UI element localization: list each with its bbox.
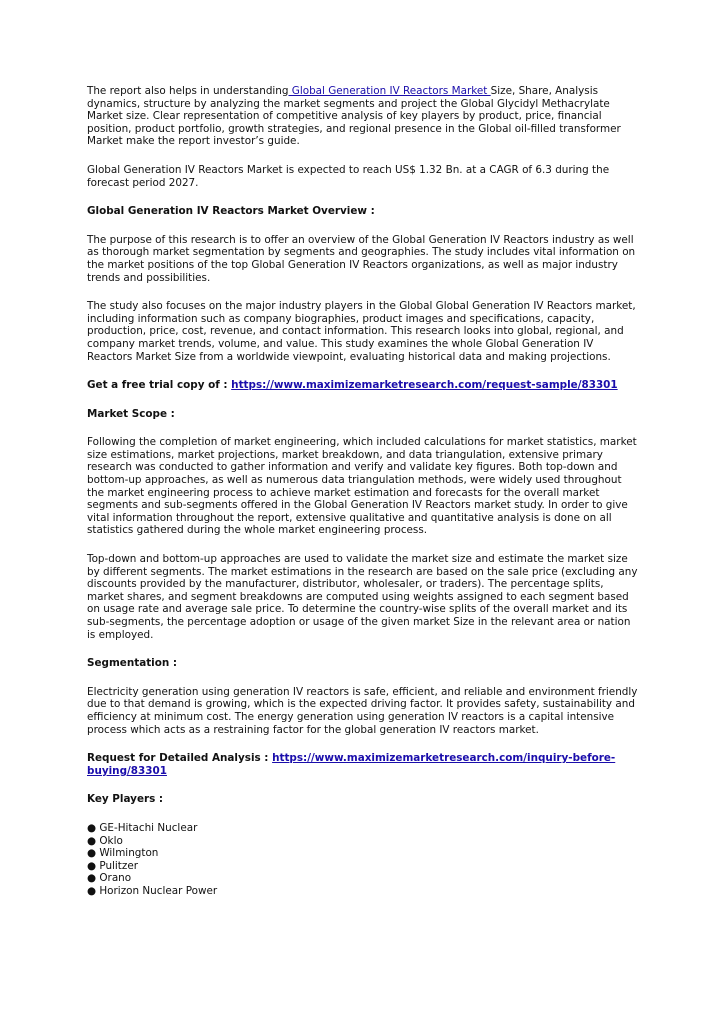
scope-paragraph-2: Top-down and bottom-up approaches are used to validate the market size and estimate the market size by different segments. The market estimations in the research are based on the sale price (excluding any discounts provided by the manufacturer, distributor, wholesaler, or traders). The percentage splits, market shares, and segment breakdowns are computed using weights assigned to each segment based on usage rate and average sale price. To determine the country-wise splits of the overall market and its sub-segments, the percentage adoption or usage of the given market Size in the relevant area or nation is employed.: [87, 553, 638, 641]
intro-text-before-link: The report also helps in understanding: [87, 85, 289, 97]
list-item: ● Pulitzer: [87, 859, 139, 872]
overview-heading: Global Generation IV Reactors Market Overview :: [87, 205, 375, 218]
list-item: ● Wilmington: [87, 847, 159, 860]
list-item: ● GE-Hitachi Nuclear: [87, 821, 198, 834]
intro-text-after-link: Size, Share, Analysis dynamics, structure by analyzing the market segments and project the Global Glycidyl Methacrylate Market size. Clear representation of competitive analysis of key players by product, price, financial position, product portfolio, growth strategies, and regional presence in the Global oil-filled transformer Market make the report investor’s guide.: [87, 85, 621, 148]
market-report-link[interactable]: Global Generation IV Reactors Market: [288, 85, 491, 97]
segmentation-heading: Segmentation :: [87, 657, 178, 670]
key-players-heading: Key Players :: [87, 793, 164, 806]
segmentation-paragraph: Electricity generation using generation IV reactors is safe, efficient, and reliable and environment friendly due to that demand is growing, which is the expected driving factor. It provides safety, sustainability and efficiency at minimum cost. The energy generation using generation IV reactors is a capital intensive process which acts as a restraining factor for the global generation IV reactors market.: [87, 685, 638, 736]
overview-paragraph-2: The study also focuses on the major industry players in the Global Global Generation IV Reactors market, including information such as company biographies, product images and specifications, capacity, production, price, cost, revenue, and contact information. This research looks into global, regional, and company market trends, volume, and value. This study examines the whole Global Generation IV Reactors Market Size from a worldwide viewpoint, evaluating historical data and making projections.: [87, 300, 636, 363]
scope-paragraph-1: Following the completion of market engineering, which included calculations for market statistics, market size estimations, market projections, market breakdown, and data triangulation, extensive primary research was conducted to gather information and verify and validate key figures. Both top-down and bottom-up approaches, as well as numerous data triangulation methods, were widely used throughout the market engineering process to achieve market estimation and forecasts for the overall market segments and sub-segments offered in the Global Generation IV Reactors market study. In order to give vital information throughout the report, extensive qualitative and quantitative analysis is done on all statistics gathered during the whole market engineering process.: [87, 436, 637, 537]
list-item: ● Orano: [87, 872, 132, 885]
detailed-analysis-link[interactable]: https://www.maximizemarketresearch.com/inquiry-before-buying/83301: [87, 752, 616, 777]
key-players-list: [87, 822, 640, 898]
free-trial-line: [87, 379, 640, 392]
detailed-analysis-line: [87, 752, 640, 777]
list-item: ● Oklo: [87, 834, 123, 847]
scope-heading: Market Scope :: [87, 407, 175, 420]
free-trial-link[interactable]: https://www.maximizemarketresearch.com/request-sample/83301: [231, 379, 618, 392]
list-item: ● Horizon Nuclear Power: [87, 884, 218, 897]
intro-paragraph: [87, 85, 640, 148]
overview-paragraph-1: The purpose of this research is to offer an overview of the Global Generation IV Reactors industry as well as thorough market segmentation by segments and geographies. The study includes vital information on the market positions of the top Global Generation IV Reactors organizations, as well as major industry trends and possibilities.: [87, 233, 636, 284]
detailed-analysis-label: Request for Detailed Analysis :: [87, 752, 273, 765]
forecast-paragraph: Global Generation IV Reactors Market is expected to reach US$ 1.32 Bn. at a CAGR of 6.3 during the forecast period 2027.: [87, 163, 610, 189]
free-trial-label: Get a free trial copy of :: [87, 379, 232, 392]
